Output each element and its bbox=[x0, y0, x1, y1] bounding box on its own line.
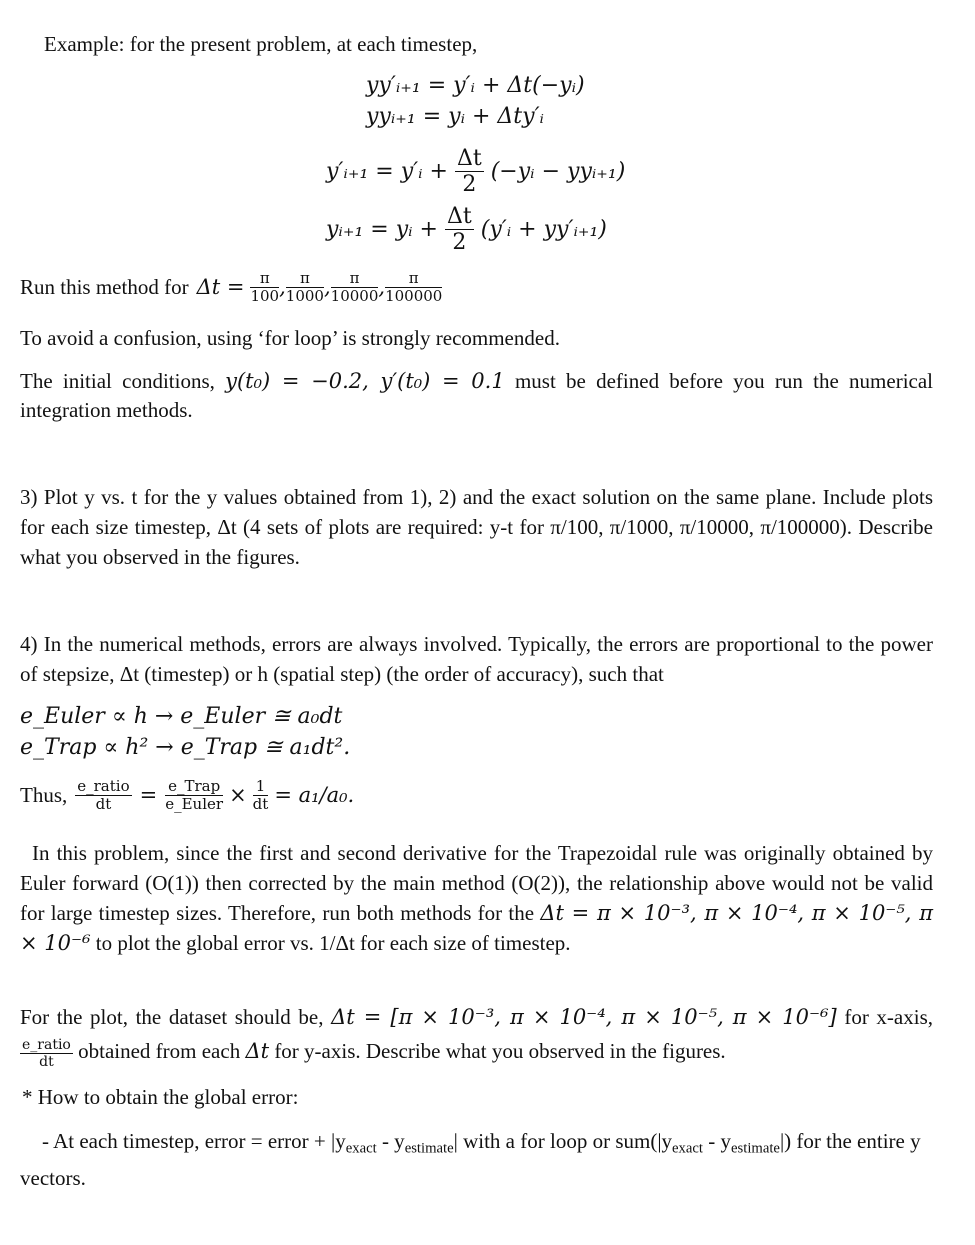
equation-4-num: Δt bbox=[447, 204, 472, 229]
problem-paragraph bbox=[20, 838, 933, 958]
thus-frac-ratio-den: dt bbox=[95, 795, 112, 814]
run-frac-3-den: 10000 bbox=[330, 287, 379, 306]
equation-4-rhs: (y′ᵢ + yy′ᵢ₊₁) bbox=[480, 216, 607, 242]
thus-frac-dt-den: dt bbox=[252, 795, 269, 814]
thus-word: Thus, bbox=[20, 783, 68, 808]
run-frac-4 bbox=[385, 270, 442, 306]
run-frac-2 bbox=[286, 270, 324, 306]
problem-text: In this problem, since the first and second derivative for the Trapezoidal rule was originally obtained by Euler forward (O(1)) then corrected by the main method (O(2)), the relationship above would not be valid for large timestep sizes. Therefore, run both methods for the bbox=[20, 841, 933, 925]
global-part-4: - y bbox=[703, 1129, 732, 1153]
dataset-paragraph bbox=[20, 1000, 933, 1070]
initial-text-2: must be defined before you run the numerical integration methods. bbox=[20, 369, 934, 422]
run-frac-1 bbox=[250, 270, 279, 306]
equation-4-den: 2 bbox=[452, 230, 467, 256]
run-prefix: Run this method for bbox=[20, 275, 189, 300]
global-sub-estimate-1: estimate bbox=[404, 1140, 454, 1157]
equation-4 bbox=[326, 204, 607, 256]
thus-frac-euler-den: e_Euler bbox=[165, 795, 224, 814]
dataset-frac-ratio bbox=[20, 1037, 73, 1070]
initial-math: y(t₀) = −0.2, y′(t₀) = 0.1 bbox=[225, 369, 505, 393]
dataset-dt-list: Δt = [π × 10⁻³, π × 10⁻⁴, π × 10⁻⁵, π × 10⁻⁶] bbox=[331, 1005, 837, 1029]
run-frac-3-num: π bbox=[331, 270, 379, 288]
equation-3-rhs: (−yᵢ − yyᵢ₊₁) bbox=[490, 158, 626, 184]
run-frac-1-den: 100 bbox=[250, 287, 280, 306]
run-frac-2-den: 1000 bbox=[285, 287, 324, 306]
global-part-2: - y bbox=[376, 1129, 405, 1153]
initial-text-1: The initial conditions, bbox=[20, 369, 215, 393]
thus-frac-trap-euler bbox=[165, 778, 223, 814]
thus-frac-inverse-dt bbox=[253, 778, 269, 814]
problem-text-end: to plot the global error vs. 1/Δt for each size of timestep. bbox=[95, 931, 571, 955]
problem-dt-list: Δt = π × 10⁻³, π × 10⁻⁴, π × 10⁻⁵, π × 10⁻⁶ bbox=[20, 901, 933, 955]
thus-frac-ratio bbox=[75, 778, 131, 814]
question-3: 3) Plot y vs. t for the y values obtained from 1), 2) and the exact solution on the same plane. Include plots for each size timestep, Δt (4 sets of plots are required: y-t for π/100, π/1000, π/10000, π/100000). Describe what you observed in the figures. bbox=[20, 485, 933, 569]
equation-4-lhs: yᵢ₊₁ = yᵢ + bbox=[326, 216, 438, 242]
thus-line: Thus, $\frac{\text{e\_ratio}}{dt}$ = $\frac{\text{e\_Trap}}{\text{e\_Euler}}$ × $\frac{1}{dt}$ = a₁/a₀. bbox=[20, 777, 355, 814]
question-4: 4) In the numerical methods, errors are always involved. Typically, the errors are proportional to the power of stepsize, Δt (timestep) or h (spatial step) (the order of accuracy), such that bbox=[20, 632, 933, 686]
equation-3-fraction bbox=[455, 146, 484, 198]
run-frac-3 bbox=[331, 270, 379, 306]
error-trap: e_Trap ∝ h² → e_Trap ≅ a₁dt². bbox=[20, 735, 351, 760]
global-part-1: - At each timestep, error = error + |y bbox=[42, 1129, 346, 1153]
equation-3-lhs: y′ᵢ₊₁ = y′ᵢ + bbox=[326, 158, 448, 184]
dataset-frac-den: dt bbox=[39, 1053, 54, 1070]
global-error-text bbox=[20, 1126, 935, 1193]
thus-frac-trap-num: e_Trap bbox=[165, 778, 223, 796]
global-sub-exact-1: exact bbox=[345, 1140, 377, 1157]
global-part-3: | with a for loop or sum(|y bbox=[453, 1129, 673, 1153]
equation-4-fraction bbox=[445, 204, 474, 256]
equation-3-num: Δt bbox=[456, 146, 482, 171]
run-frac-4-den: 100000 bbox=[385, 287, 443, 306]
dataset-text-4: for y-axis. Describe what you observed in the figures. bbox=[274, 1039, 726, 1063]
equation-3-den: 2 bbox=[462, 172, 477, 198]
thus-result: = a₁/a₀. bbox=[274, 783, 355, 808]
run-frac-2-num: π bbox=[286, 270, 324, 288]
equation-3 bbox=[326, 146, 625, 198]
global-part-5: |) for the entire y vectors. bbox=[20, 1129, 921, 1191]
dataset-dt: Δt bbox=[245, 1039, 270, 1063]
run-line: Run this method for Δt = $\frac{\pi}{100}$ , $\frac{\pi}{1000}$ , $\frac{\pi}{10000}$ , $\frac{\pi}{100000}$ bbox=[20, 269, 443, 306]
global-sub-exact-2: exact bbox=[672, 1140, 704, 1157]
run-frac-1-num: π bbox=[250, 270, 279, 288]
equation-1: yy′ᵢ₊₁ = y′ᵢ + Δt(−yᵢ) bbox=[366, 73, 585, 98]
initial-conditions bbox=[20, 367, 933, 425]
global-error-title: * How to obtain the global error: bbox=[22, 1085, 299, 1109]
thus-frac-ratio-num: e_ratio bbox=[77, 777, 130, 795]
thus-frac-one-num: 1 bbox=[253, 778, 269, 796]
dataset-frac-num: e_ratio bbox=[22, 1036, 71, 1053]
run-dt: Δt = bbox=[196, 275, 245, 300]
run-frac-4-num: π bbox=[385, 270, 442, 288]
global-sub-estimate-2: estimate bbox=[731, 1140, 780, 1157]
intro-text: Example: for the present problem, at each timestep, bbox=[44, 32, 478, 56]
equation-2: yyᵢ₊₁ = yᵢ + Δty′ᵢ bbox=[366, 104, 544, 129]
dataset-text-1: For the plot, the dataset should be, bbox=[20, 1005, 324, 1029]
dataset-text-3: obtained from each bbox=[78, 1039, 241, 1063]
dataset-text-2: for x-axis, bbox=[844, 1005, 933, 1029]
loop-note: To avoid a confusion, using ‘for loop’ is strongly recommended. bbox=[20, 326, 560, 350]
error-euler: e_Euler ∝ h → e_Euler ≅ a₀dt bbox=[20, 704, 343, 729]
